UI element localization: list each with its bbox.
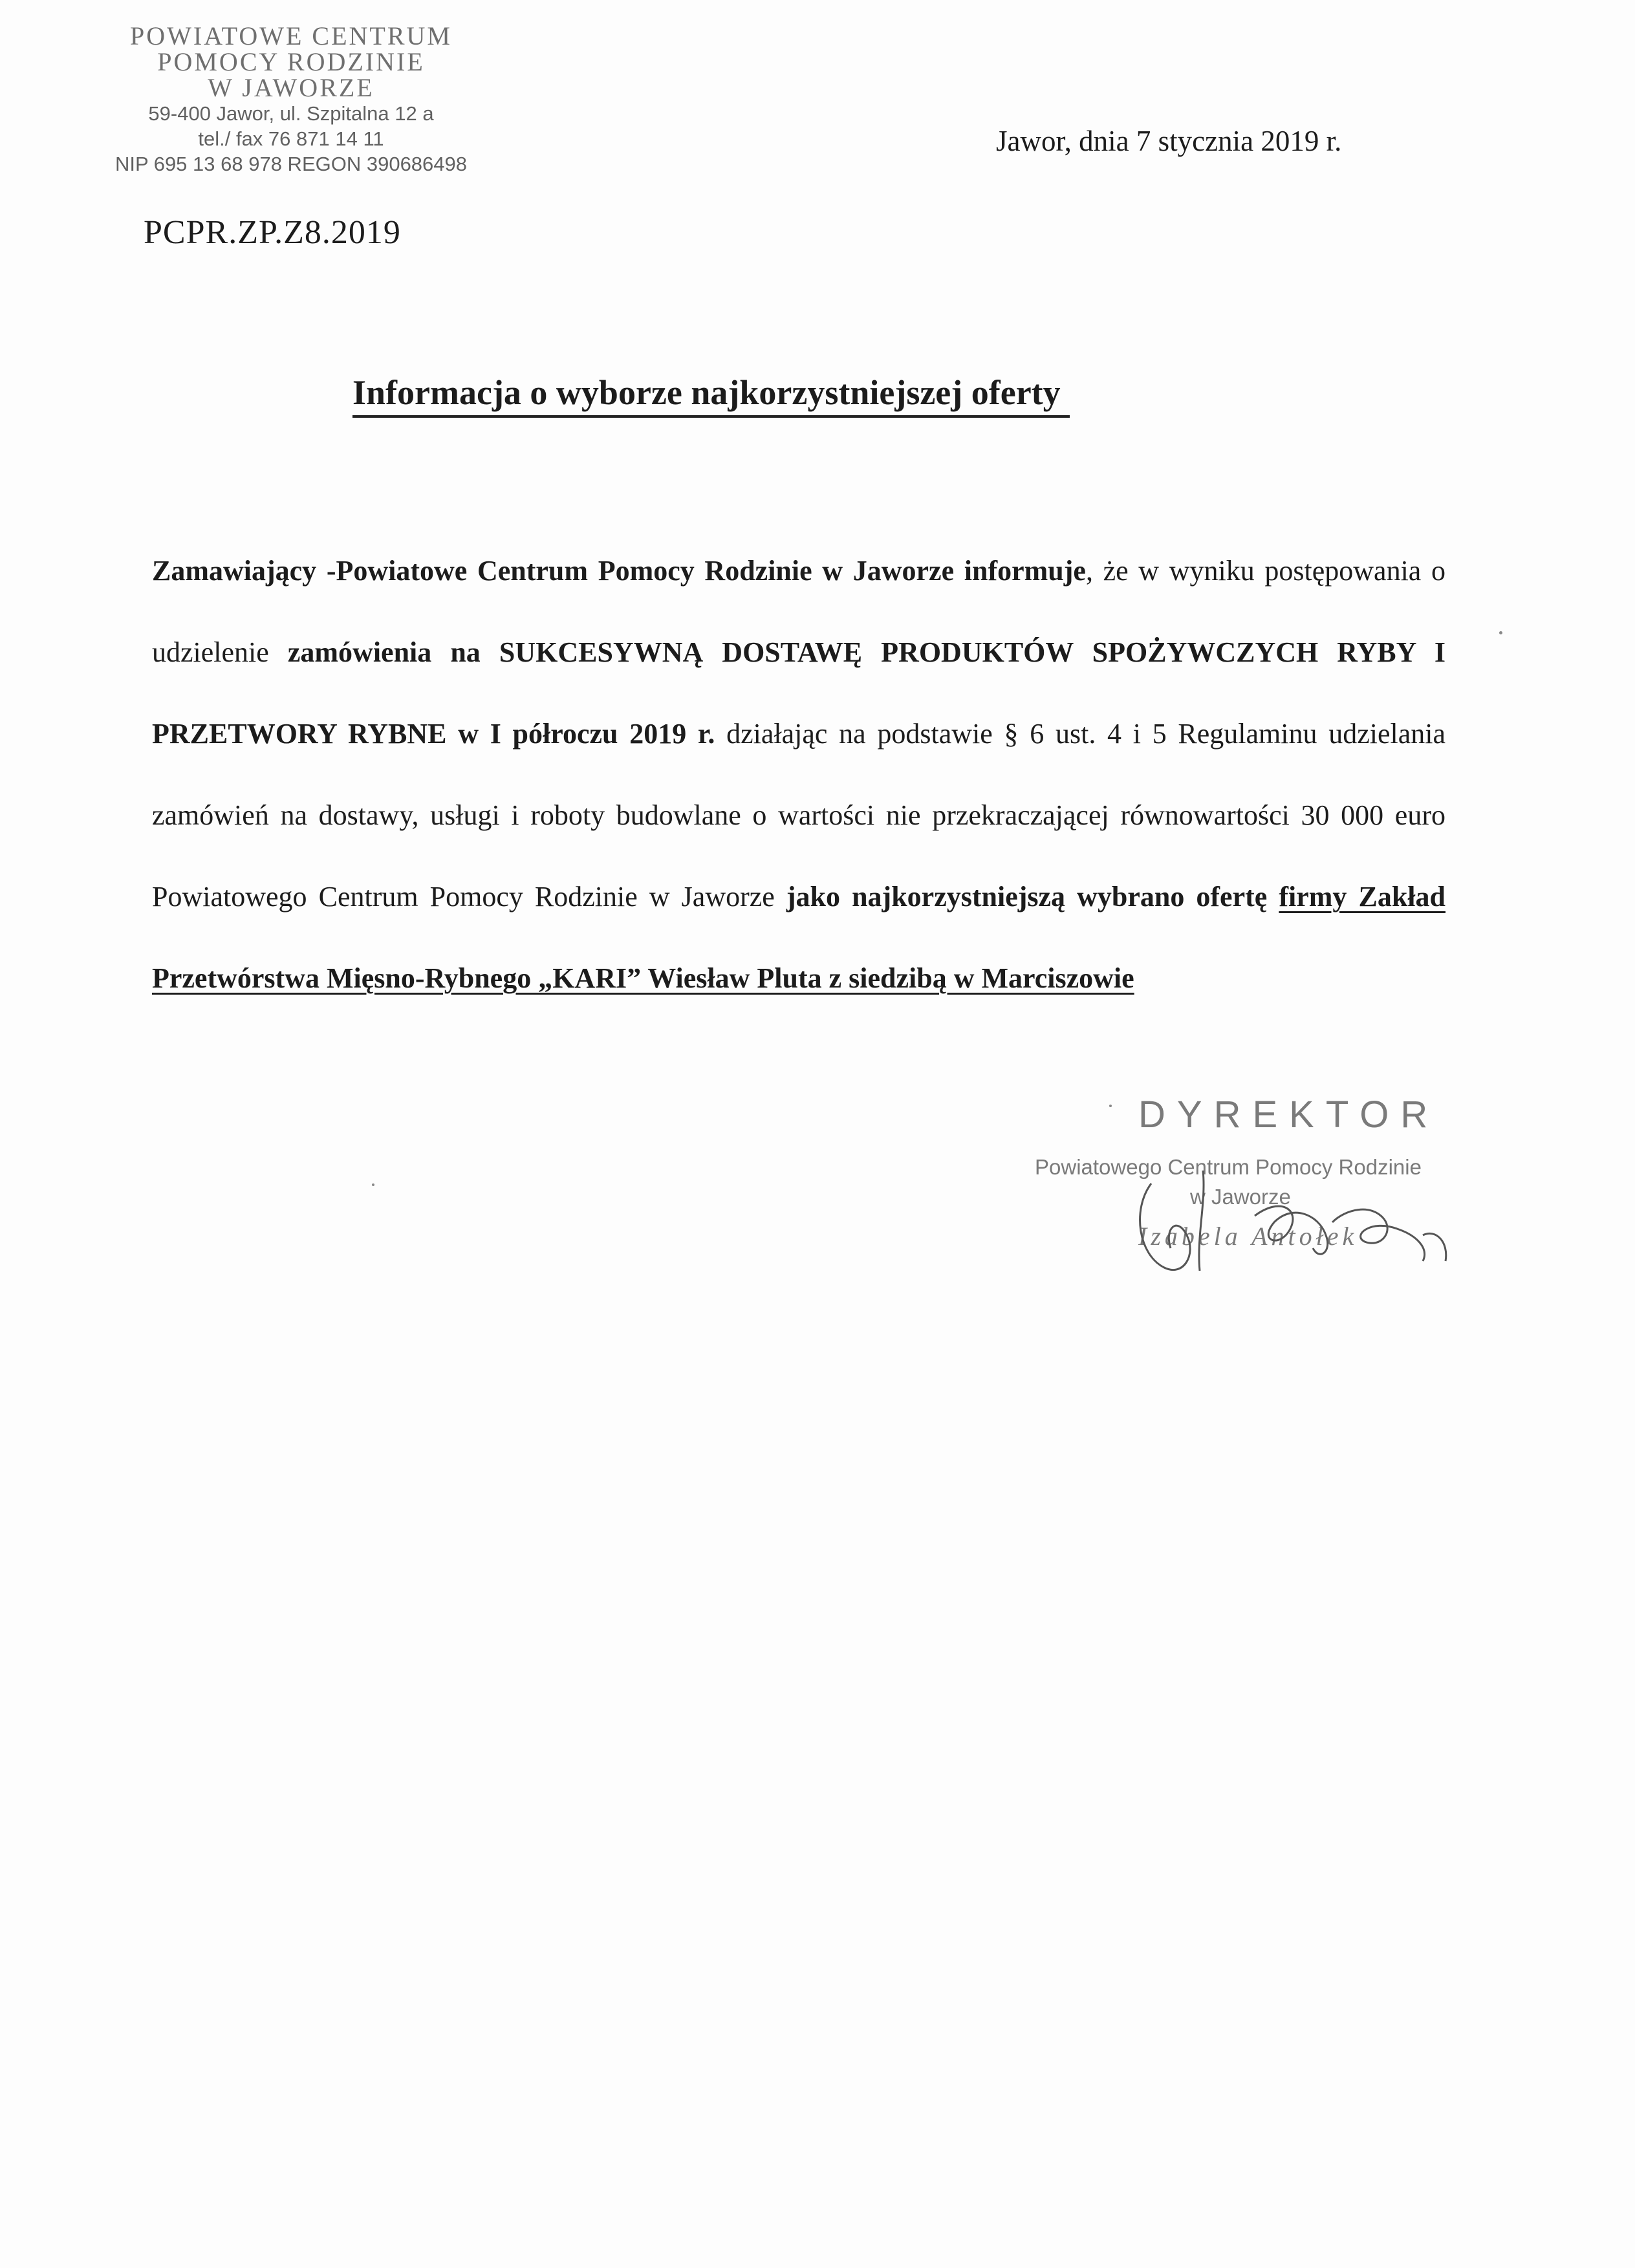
body-paragraph xyxy=(152,530,1446,1019)
signature-block xyxy=(1028,1093,1468,1287)
handwritten-signature xyxy=(1125,1158,1462,1287)
body-selection-statement: jako najkorzystniejszą wybrano ofertę xyxy=(786,881,1279,913)
scan-speck xyxy=(1109,1105,1112,1107)
reference-number: PCPR.ZP.Z8.2019 xyxy=(144,214,401,251)
scan-speck xyxy=(1499,631,1502,634)
letterhead-ids: NIP 695 13 68 978 REGON 390686498 xyxy=(114,153,468,175)
signature-place: w Jaworze xyxy=(1190,1185,1291,1209)
signature-organization: Powiatowego Centrum Pomocy Rodzinie xyxy=(1035,1155,1422,1179)
document-title: Informacja o wyborze najkorzystniejszej oferty xyxy=(352,370,1070,418)
body-intro: , że w wyniku postępowania o udzielenie xyxy=(152,555,1446,668)
letterhead-org-line-2: POMOCY RODZINIE xyxy=(157,47,425,76)
letterhead-org-line-3: W JAWORZE xyxy=(208,73,374,102)
letterhead-stamp xyxy=(78,23,504,177)
letterhead-org-line-1: POWIATOWE CENTRUM xyxy=(129,21,452,50)
body-legal-basis: działając na podstawie § 6 ust. 4 i 5 Regulaminu udzielania zamówień na dostawy, usługi i roboty budowlane o wartości nie przekraczającej równowartości 30 000 euro Powiatowego Centrum Pomocy Rodzinie w Jaworze xyxy=(152,718,1446,913)
body-order-label: zamówienia na xyxy=(287,636,481,668)
place-date: Jawor, dnia 7 stycznia 2019 r. xyxy=(996,125,1342,157)
letterhead-phone: tel./ fax 76 871 14 11 xyxy=(198,127,384,150)
signature-title: DYREKTOR xyxy=(1138,1094,1440,1136)
body-contracting-authority: Zamawiający -Powiatowe Centrum Pomocy Rodzinie w Jaworze informuje xyxy=(152,555,1086,587)
body-order-subject: SUKCESYWNĄ DOSTAWĘ PRODUKTÓW SPOŻYWCZYCH RYBY I PRZETWORY RYBNE w I półroczu 2019 r. xyxy=(152,636,1446,750)
body-selected-company: firmy Zakład Przetwórstwa Mięsno-Rybnego „KARI” Wiesław Pluta z siedzibą w Marciszowie xyxy=(152,881,1446,994)
scan-speck xyxy=(372,1183,374,1186)
letterhead-address: 59-400 Jawor, ul. Szpitalna 12 a xyxy=(148,102,434,125)
signature-name: Izabela Antołek xyxy=(1138,1222,1358,1251)
